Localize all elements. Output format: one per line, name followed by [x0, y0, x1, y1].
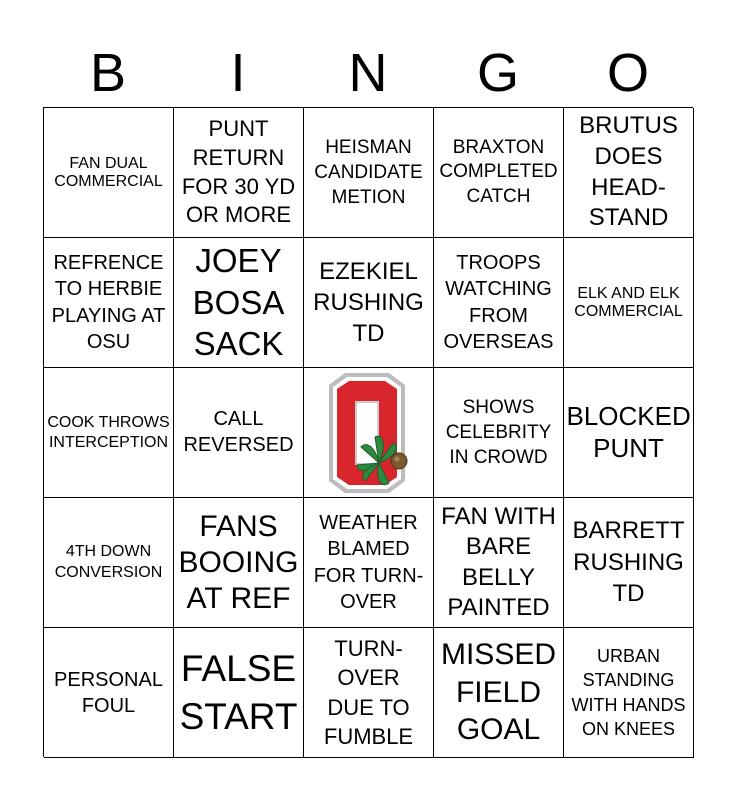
bingo-cell[interactable] — [44, 498, 174, 628]
cell-text: FAN WITH BARE BELLY PAINTED — [441, 502, 556, 621]
bingo-cell[interactable] — [44, 238, 174, 368]
cell-text: FANS BOOING AT REF — [178, 509, 299, 615]
cell-text: JOEY BOSA SACK — [192, 241, 285, 363]
bingo-cell[interactable] — [434, 498, 564, 628]
cell-text: PERSONAL FOUL — [54, 668, 163, 717]
bingo-cell[interactable] — [434, 368, 564, 498]
cell-text: SHOWS CELEBRITY IN CROWD — [445, 396, 552, 469]
cell-text: 4TH DOWN CONVERSION — [54, 542, 163, 581]
cell-text: EZEKIEL RUSHING TD — [313, 257, 424, 348]
bingo-header — [43, 38, 693, 108]
cell-text: COOK THROWS INTERCEPTION — [47, 413, 170, 451]
bingo-cell[interactable] — [174, 368, 304, 498]
bingo-cell[interactable] — [564, 498, 694, 628]
cell-text: TURN-OVER DUE TO FUMBLE — [323, 636, 414, 749]
free-space-cell[interactable] — [304, 368, 434, 498]
ohio-state-block-o-buckeye-leaf-icon — [309, 371, 429, 495]
cell-text: HEISMAN CANDIDATE METION — [314, 136, 423, 209]
bingo-cell[interactable] — [174, 238, 304, 368]
bingo-grid — [43, 107, 693, 757]
cell-text: TROOPS WATCHING FROM OVERSEAS — [443, 251, 554, 353]
bingo-cell[interactable] — [174, 628, 304, 758]
bingo-cell[interactable] — [304, 108, 434, 238]
bingo-cell[interactable] — [44, 108, 174, 238]
cell-text: WEATHER BLAMED FOR TURN-OVER — [313, 511, 424, 613]
cell-text: BARRETT RUSHING TD — [572, 516, 685, 608]
cell-text: CALL REVERSED — [183, 407, 294, 456]
bingo-cell[interactable] — [44, 628, 174, 758]
bingo-cell[interactable] — [304, 628, 434, 758]
bingo-cell[interactable] — [564, 368, 694, 498]
cell-text: URBAN STANDING WITH HANDS ON KNEES — [571, 645, 686, 739]
bingo-cell[interactable] — [434, 238, 564, 368]
bingo-cell[interactable] — [174, 108, 304, 238]
bingo-cell[interactable] — [564, 238, 694, 368]
cell-text: BLOCKED PUNT — [566, 400, 691, 463]
cell-text: FALSE START — [179, 648, 298, 737]
header-letter-g: G — [476, 43, 519, 103]
header-letter-b: B — [89, 43, 127, 103]
cell-text: PUNT RETURN FOR 30 YD OR MORE — [181, 116, 296, 228]
cell-text: ELK AND ELK COMMERCIAL — [574, 285, 683, 320]
cell-text: REFRENCE TO HERBIE PLAYING AT OSU — [51, 251, 166, 353]
header-letter-i: I — [230, 43, 246, 103]
cell-text: FAN DUAL COMMERCIAL — [54, 155, 163, 190]
cell-text: BRUTUS DOES HEAD-STAND — [579, 112, 678, 232]
bingo-cell[interactable] — [304, 498, 434, 628]
bingo-cell[interactable] — [44, 368, 174, 498]
cell-text: MISSED FIELD GOAL — [440, 638, 557, 747]
header-letter-n: N — [348, 43, 388, 103]
bingo-cell[interactable] — [564, 628, 694, 758]
bingo-cell[interactable] — [434, 628, 564, 758]
bingo-cell[interactable] — [174, 498, 304, 628]
bingo-cell[interactable] — [564, 108, 694, 238]
bingo-cell[interactable] — [304, 238, 434, 368]
bingo-cell[interactable] — [434, 108, 564, 238]
header-letter-o: O — [606, 43, 649, 103]
cell-text: BRAXTON COMPLETED CATCH — [439, 137, 558, 207]
